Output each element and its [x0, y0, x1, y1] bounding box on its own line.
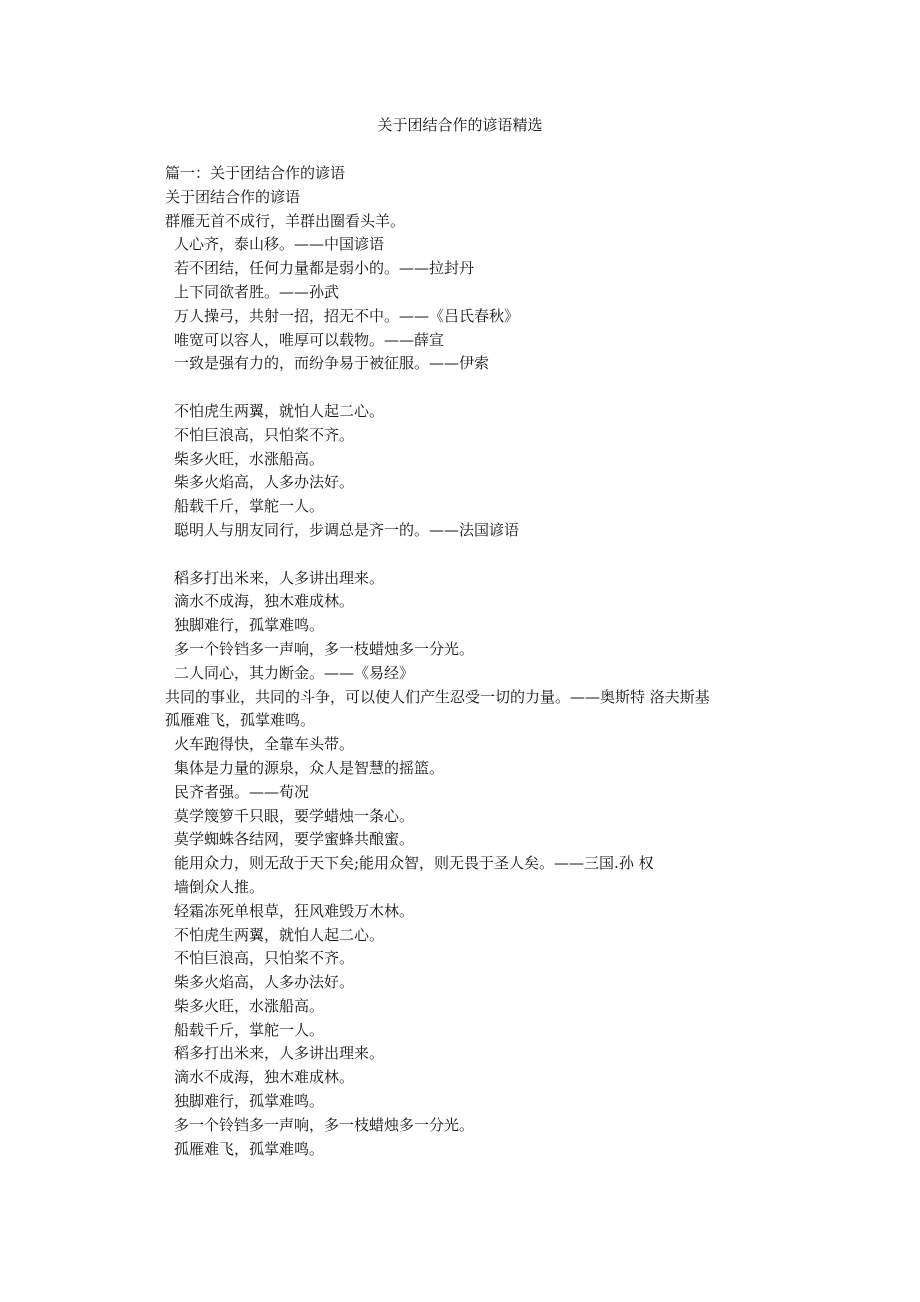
proverb-line: 上下同欲者胜。——孙武 — [174, 282, 340, 301]
proverb-line: 能用众力，则无敌于天下矣;能用众智，则无畏于圣人矣。——三国.孙 权 — [174, 854, 654, 873]
sub-heading: 关于团结合作的谚语 — [165, 187, 301, 206]
proverb-line: 柴多火焰高，人多办法好。 — [174, 973, 355, 992]
proverb-line: 滴水不成海，独木难成林。 — [174, 592, 355, 611]
proverb-line: 柴多火旺，水涨船高。 — [174, 449, 325, 468]
proverb-line: 柴多火焰高，人多办法好。 — [174, 473, 355, 492]
page-title: 关于团结合作的谚语精选 — [377, 116, 543, 134]
blank-line — [165, 376, 865, 400]
proverb-line: 滴水不成海，独木难成林。 — [174, 1068, 355, 1087]
proverb-line: 若不团结，任何力量都是弱小的。——拉封丹 — [174, 259, 475, 278]
proverb-line: 群雁无首不成行，羊群出圈看头羊。 — [165, 211, 406, 230]
proverb-line: 不怕虎生两翼，就怕人起二心。 — [174, 401, 385, 420]
proverb-line: 轻霜冻死单根草，狂风难毁万木林。 — [174, 901, 415, 920]
proverb-line: 多一个铃铛多一声响，多一枝蜡烛多一分光。 — [174, 639, 475, 658]
proverb-line: 独脚难行，孤掌难鸣。 — [174, 1092, 325, 1111]
proverb-list — [165, 210, 865, 1162]
proverb-line: 莫学篾箩千只眼，要学蜡烛一条心。 — [174, 806, 415, 825]
document-body — [165, 162, 865, 1161]
proverb-line: 集体是力量的源泉，众人是智慧的摇篮。 — [174, 758, 445, 777]
proverb-line: 民齐者强。——荀况 — [174, 782, 310, 801]
proverb-line: 莫学蜘蛛各结网，要学蜜蜂共酿蜜。 — [174, 830, 415, 849]
section-heading: 篇一：关于团结合作的谚语 — [165, 164, 346, 182]
blank-line — [165, 543, 865, 567]
proverb-line: 孤雁难飞，孤掌难鸣。 — [165, 711, 316, 730]
proverb-line: 万人操弓，共射一招，招无不中。——《吕氏春秋》 — [174, 306, 520, 325]
proverb-line: 人心齐，泰山移。——中国谚语 — [174, 235, 385, 254]
proverb-line: 独脚难行，孤掌难鸣。 — [174, 616, 325, 635]
proverb-line: 柴多火旺，水涨船高。 — [174, 996, 325, 1015]
proverb-line: 二人同心，其力断金。——《易经》 — [174, 663, 415, 682]
proverb-line: 孤雁难飞，孤掌难鸣。 — [174, 1139, 325, 1158]
proverb-line: 船载千斤，掌舵一人。 — [174, 1020, 325, 1039]
proverb-line: 不怕巨浪高，只怕桨不齐。 — [174, 949, 355, 968]
proverb-line: 共同的事业，共同的斗争，可以使人们产生忍受一切的力量。——奥斯特 洛夫斯基 — [165, 687, 710, 706]
proverb-line: 稻多打出米来，人多讲出理来。 — [174, 1044, 385, 1063]
proverb-line: 火车跑得快，全靠车头带。 — [174, 735, 355, 754]
proverb-line: 唯宽可以容人，唯厚可以载物。——薛宣 — [174, 330, 445, 349]
proverb-line: 船载千斤，掌舵一人。 — [174, 497, 325, 516]
proverb-line: 不怕虎生两翼，就怕人起二心。 — [174, 925, 385, 944]
proverb-line: 稻多打出米来，人多讲出理来。 — [174, 568, 385, 587]
proverb-line: 多一个铃铛多一声响，多一枝蜡烛多一分光。 — [174, 1115, 475, 1134]
proverb-line: 不怕巨浪高，只怕桨不齐。 — [174, 425, 355, 444]
proverb-line: 聪明人与朋友同行，步调总是齐一的。——法国谚语 — [174, 520, 520, 539]
proverb-line: 墙倒众人推。 — [174, 877, 265, 896]
proverb-line: 一致是强有力的，而纷争易于被征服。——伊索 — [174, 354, 490, 373]
